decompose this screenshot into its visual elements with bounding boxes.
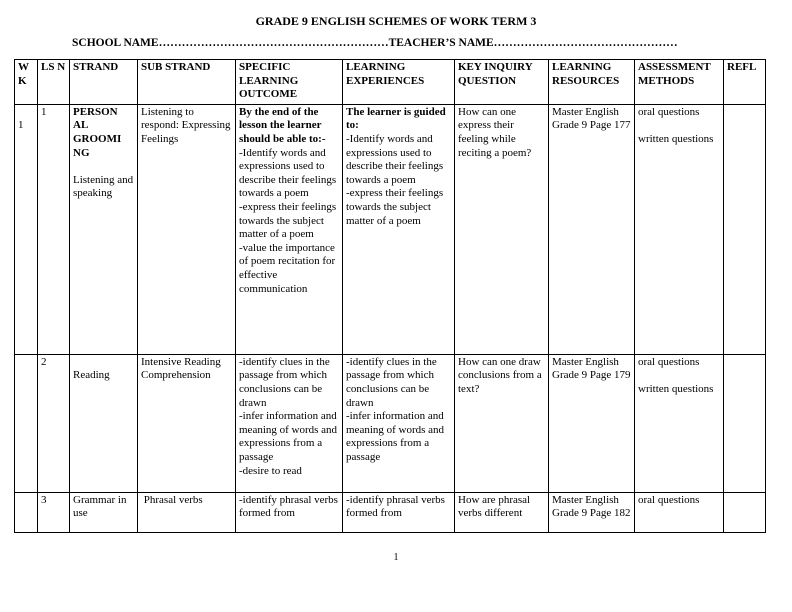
cell-resources: Master English Grade 9 Page 177 (549, 104, 635, 354)
outcome-text: -Identify words and expressions used to describe their feelings towards a poem -express their feelings towards the subject matter of a poem -value the importance of poem recitation for effective communication (239, 146, 337, 295)
table-row (15, 354, 766, 492)
schemes-table (14, 59, 766, 533)
header-inquiry: KEY INQUIRY QUESTION (455, 60, 549, 105)
cell-outcome (236, 492, 343, 532)
experiences-text: -Identify words and expressions used to describe their feelings towards a poem -express their feelings towards the subject matter of a poem (346, 132, 444, 227)
cell-outcome: -identify clues in the passage from which conclusions can be drawn -infer information and meaning of words and expressions from a passage -desire to read (236, 354, 343, 492)
cell-lsn: 3 (38, 492, 70, 532)
inquiry-text: How are phrasal verbs different (458, 493, 531, 520)
cell-experiences (343, 492, 455, 532)
school-teacher-line: SCHOOL NAME……………………………………………………TEACHER’S NAME………………………………………… (72, 37, 678, 49)
cell-strand (70, 104, 138, 354)
cell-inquiry: How can one express their feeling while reciting a poem? (455, 104, 549, 354)
cell-refl (724, 104, 766, 354)
header-assessment: ASSESSMENT METHODS (635, 60, 724, 105)
cell-resources: Master English Grade 9 Page 182 (549, 492, 635, 532)
cell-assessment (635, 354, 724, 492)
cell-lsn: 1 (38, 104, 70, 354)
table-row (15, 104, 766, 354)
experiences-text: -identify phrasal verbs formed from (346, 493, 445, 520)
cell-assessment (635, 104, 724, 354)
experiences-intro: The learner is guided to: (346, 105, 446, 132)
strand-title: PERSON AL GROOMI NG (73, 105, 122, 159)
cell-lsn: 2 (38, 354, 70, 492)
cell-strand: Reading (70, 354, 138, 492)
cell-refl (724, 354, 766, 492)
cell-sub-strand: Intensive Reading Comprehension (138, 354, 236, 492)
cell-refl (724, 492, 766, 532)
header-sub-strand: SUB STRAND (138, 60, 236, 105)
header-outcome: SPECIFIC LEARNING OUTCOME (236, 60, 343, 105)
document-title: GRADE 9 ENGLISH SCHEMES OF WORK TERM 3 (255, 14, 537, 28)
cell-sub-strand: Phrasal verbs (138, 492, 236, 532)
table-row (15, 492, 766, 532)
cell-wk: 1 (15, 104, 38, 354)
cell-resources: Master English Grade 9 Page 179 (549, 354, 635, 492)
cell-wk (15, 354, 38, 492)
assessment-method: oral questions (638, 105, 700, 118)
header-lsn: LS N (38, 60, 70, 105)
assessment-method: written questions (638, 132, 714, 145)
strand-subtitle: Listening and speaking (73, 173, 134, 200)
cell-experiences (343, 104, 455, 354)
cell-strand: Grammar in use (70, 492, 138, 532)
header-experiences: LEARNING EXPERIENCES (343, 60, 455, 105)
assessment-method: oral questions (638, 355, 700, 368)
header-wk: W K (15, 60, 38, 105)
cell-experiences: -identify clues in the passage from which conclusions can be drawn -infer information and meaning of words and expressions from a passage (343, 354, 455, 492)
cell-wk (15, 492, 38, 532)
outcome-text: -identify phrasal verbs formed from (239, 493, 338, 520)
page-number: 1 (393, 552, 399, 563)
header-resources: LEARNING RESOURCES (549, 60, 635, 105)
cell-sub-strand: Listening to respond: Expressing Feelings (138, 104, 236, 354)
cell-outcome (236, 104, 343, 354)
header-strand: STRAND (70, 60, 138, 105)
cell-inquiry: How can one draw conclusions from a text? (455, 354, 549, 492)
cell-assessment: oral questions (635, 492, 724, 532)
assessment-method: written questions (638, 382, 714, 395)
cell-inquiry (455, 492, 549, 532)
header-row (15, 60, 766, 105)
header-refl: REFL (724, 60, 766, 105)
outcome-intro: By the end of the lesson the learner should be able to:- (239, 105, 326, 145)
